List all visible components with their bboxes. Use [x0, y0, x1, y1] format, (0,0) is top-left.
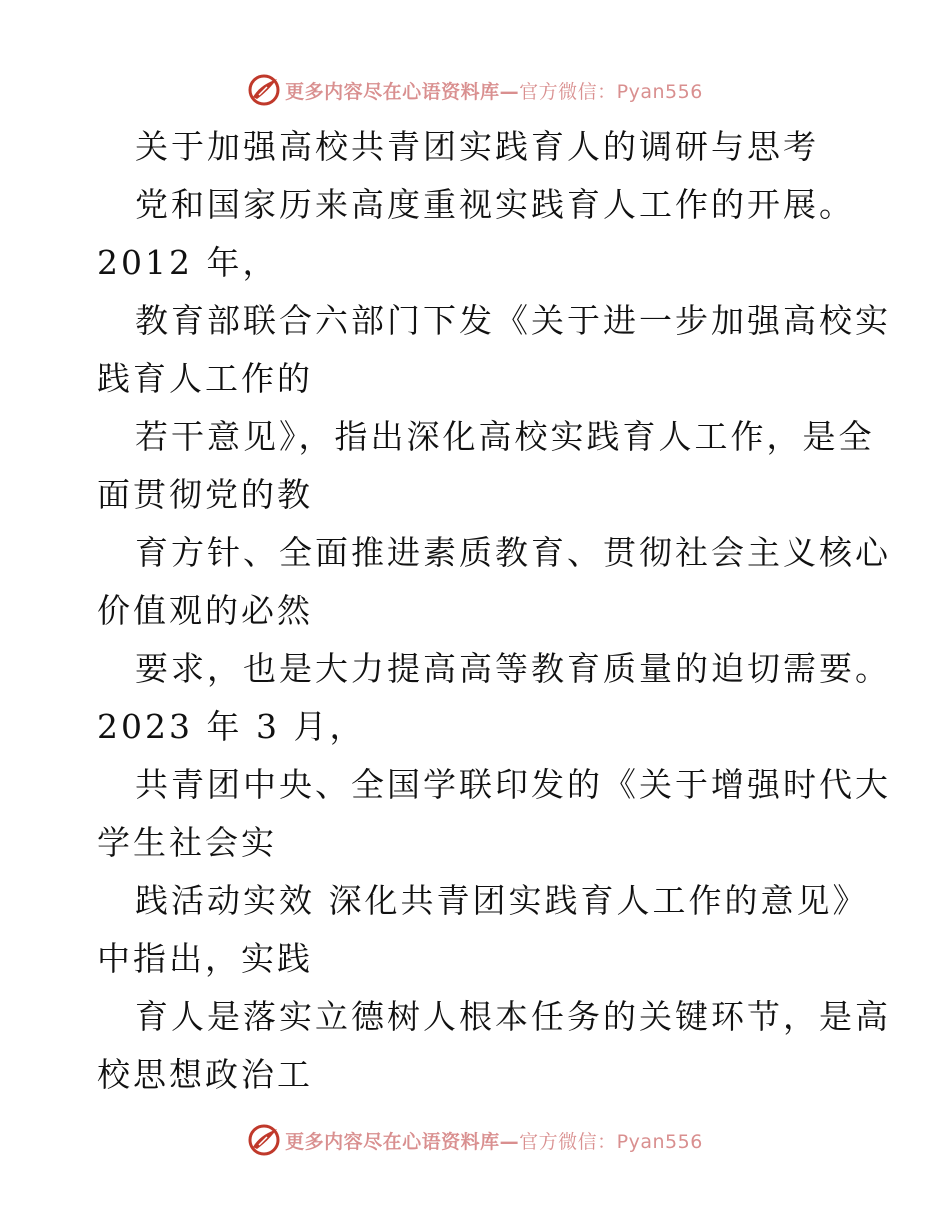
paragraph-line: 若干意见》，指出深化高校实践育人工作，是全	[135, 417, 875, 456]
banner-wechat-text: 官方微信：Pyan556	[519, 80, 703, 103]
paragraph-line: 党和国家历来高度重视实践育人工作的开展。	[135, 185, 855, 224]
paragraph-line: 面贯彻党的教	[97, 475, 313, 514]
ink-pen-logo-icon	[247, 1123, 281, 1157]
paragraph-line: 践育人工作的	[97, 359, 313, 398]
header-banner	[0, 70, 950, 110]
paragraph-line: 践活动实效 深化共青团实践育人工作的意见》	[135, 881, 869, 920]
paragraph-line: 育人是落实立德树人根本任务的关键环节，是高	[135, 997, 891, 1036]
paragraph-line: 校思想政治工	[97, 1055, 313, 1094]
paragraph-line: 中指出，实践	[97, 939, 313, 978]
paragraph-line: 价值观的必然	[97, 591, 313, 630]
banner-wechat-text: 官方微信：Pyan556	[519, 1130, 703, 1153]
ink-pen-logo-icon	[247, 73, 281, 107]
paragraph-line: 学生社会实	[97, 823, 277, 862]
banner-text	[285, 77, 703, 104]
document-title: 关于加强高校共青团实践育人的调研与思考	[135, 127, 819, 166]
paragraph-line: 育方针、全面推进素质教育、贯彻社会主义核心	[135, 533, 891, 572]
banner-site-text: 更多内容尽在心语资料库—	[285, 1130, 520, 1153]
document-body	[97, 118, 891, 1104]
paragraph-line: 2012 年，	[97, 243, 279, 282]
paragraph-line: 教育部联合六部门下发《关于进一步加强高校实	[135, 301, 891, 340]
paragraph-line: 共青团中央、全国学联印发的《关于增强时代大	[135, 765, 891, 804]
footer-banner	[0, 1120, 950, 1160]
paragraph-line: 要求，也是大力提高高等教育质量的迫切需要。	[135, 649, 891, 688]
banner-site-text: 更多内容尽在心语资料库—	[285, 80, 520, 103]
banner-text	[285, 1127, 703, 1154]
paragraph-line: 2023 年 3 月，	[97, 707, 366, 746]
